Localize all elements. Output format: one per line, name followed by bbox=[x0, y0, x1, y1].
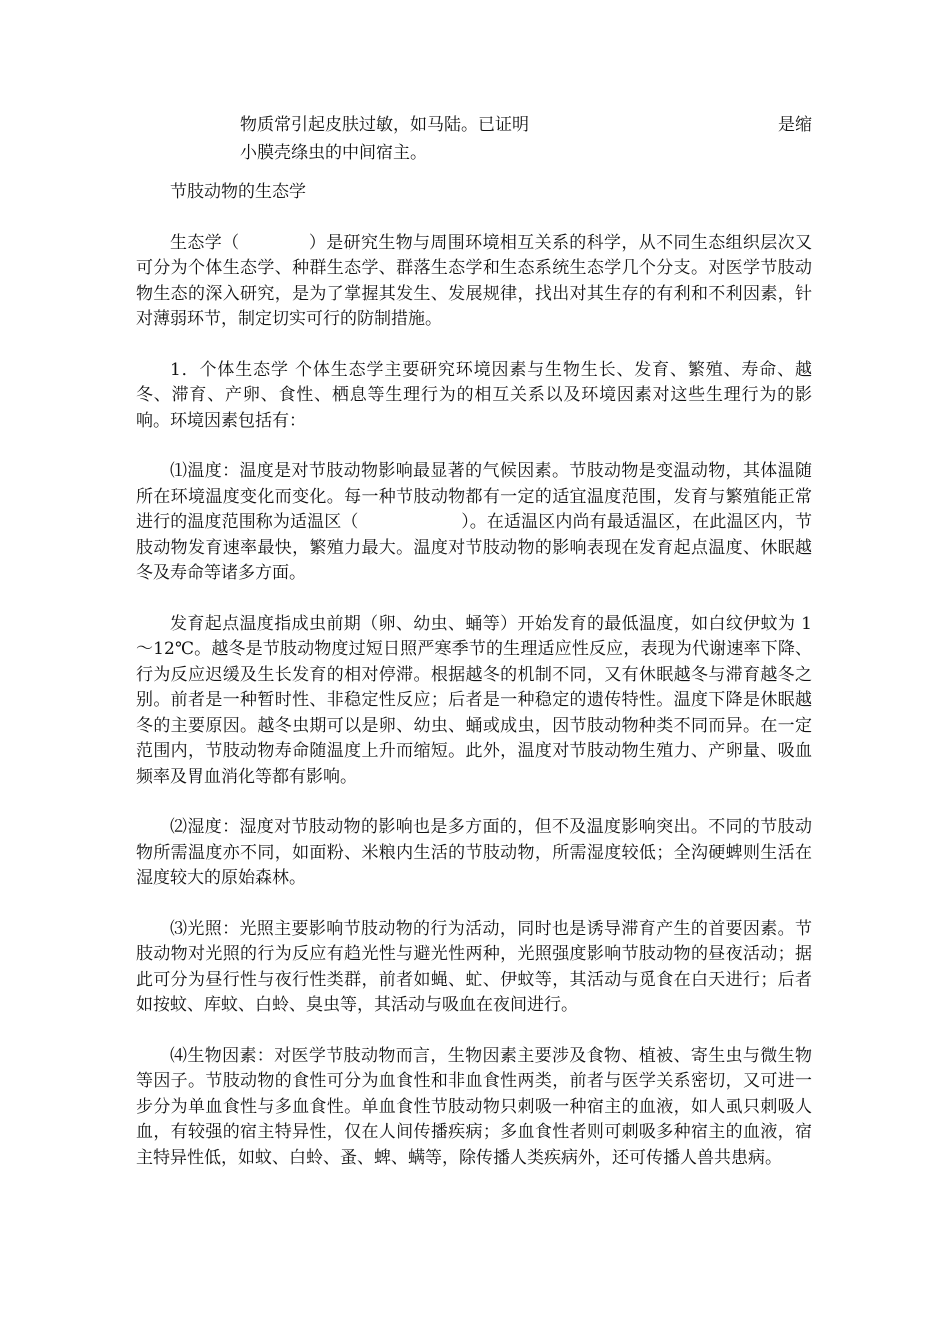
paragraph-temperature: ⑴温度：温度是对节肢动物影响最显著的气候因素。节肢动物是变温动物，其体温随所在环境温度变化而变化。每一种节肢动物都有一定的适宜温度范围，发育与繁殖能正常进行的温度范围称为适温区（ ）。在适温区内尚有最适温区，在此温区内，节肢动物发育速率最快，繁殖力最大。温度对节肢动物的影响表现在发育起点温度、休眠越冬及寿命等诸多方面。 bbox=[136, 461, 812, 583]
intro-line-1 bbox=[240, 111, 812, 139]
main-content bbox=[136, 180, 812, 1196]
intro-line-1-right: 是缩 bbox=[778, 115, 812, 135]
paragraph-ecology-definition: 生态学（ ）是研究生物与周围环境相互关系的科学，从不同生态组织层次又可分为个体生态学、种群生态学、群落生态学和生态系统生态学几个分支。对医学节肢动物生态的深入研究，是为了掌握其发生、发展规律，找出对其生存的有利和不利因素，针对薄弱环节，制定切实可行的防制措施。 bbox=[136, 232, 812, 329]
intro-line-2: 小膜壳绦虫的中间宿主。 bbox=[240, 143, 427, 163]
paragraph-light: ⑶光照：光照主要影响节肢动物的行为活动，同时也是诱导滞育产生的首要因素。节肢动物对光照的行为反应有趋光性与避光性两种，光照强度影响节肢动物的昼夜活动；据此可分为昼行性与夜行性类群，前者如蝇、虻、伊蚊等，其活动与觅食在白天进行；后者如按蚊、库蚊、白蛉、臭虫等，其活动与吸血在夜间进行。 bbox=[136, 918, 812, 1015]
intro-block bbox=[240, 111, 812, 167]
paragraph-humidity: ⑵湿度：湿度对节肢动物的影响也是多方面的，但不及温度影响突出。不同的节肢动物所需温度亦不同，如面粉、米粮内生活的节肢动物，所需湿度较低；全沟硬蜱则生活在湿度较大的原始森林。 bbox=[136, 817, 812, 888]
paragraph-individual-ecology: 1．个体生态学 个体生态学主要研究环境因素与生物生长、发育、繁殖、寿命、越冬、滞育、产卵、食性、栖息等生理行为的相互关系以及环境因素对这些生理行为的影响。环境因素包括有： bbox=[136, 359, 812, 431]
paragraph-biological-factors: ⑷生物因素：对医学节肢动物而言，生物因素主要涉及食物、植被、寄生虫与微生物等因子。节肢动物的食性可分为血食性和非血食性两类，前者与医学关系密切，又可进一步分为单血食性与多血食性。单血食性节肢动物只刺吸一种宿主的血液，如人虱只刺吸人血，有较强的宿主特异性，仅在人间传播疾病；多血食性者则可刺吸多种宿主的血液，宿主特异性低，如蚊、白蛉、蚤、蜱、螨等，除传播人类疾病外，还可传播人兽共患病。 bbox=[136, 1045, 812, 1168]
paragraph-development-threshold: 发育起点温度指成虫前期（卵、幼虫、蛹等）开始发育的最低温度，如白纹伊蚊为 1 ～12℃。越冬是节肢动物度过短日照严寒季节的生理适应性反应，表现为代谢速率下降、行为反应迟缓及生长发育的相对停滞。根据越冬的机制不同，又有休眠越冬与滞育越冬之别。前者是一种暂时性、非稳定性反应；后者是一种稳定的遗传特性。温度下降是休眠越冬的主要原因。越冬虫期可以是卵、幼虫、蛹或成虫，因节肢动物种类不同而异。在一定范围内，节肢动物寿命随温度上升而缩短。此外，温度对节肢动物生殖力、产卵量、吸血频率及胃血消化等都有影响。 bbox=[136, 613, 812, 787]
intro-line-1-left: 物质常引起皮肤过敏，如马陆。已证明 bbox=[240, 115, 529, 135]
section-title: 节肢动物的生态学 bbox=[170, 182, 306, 202]
